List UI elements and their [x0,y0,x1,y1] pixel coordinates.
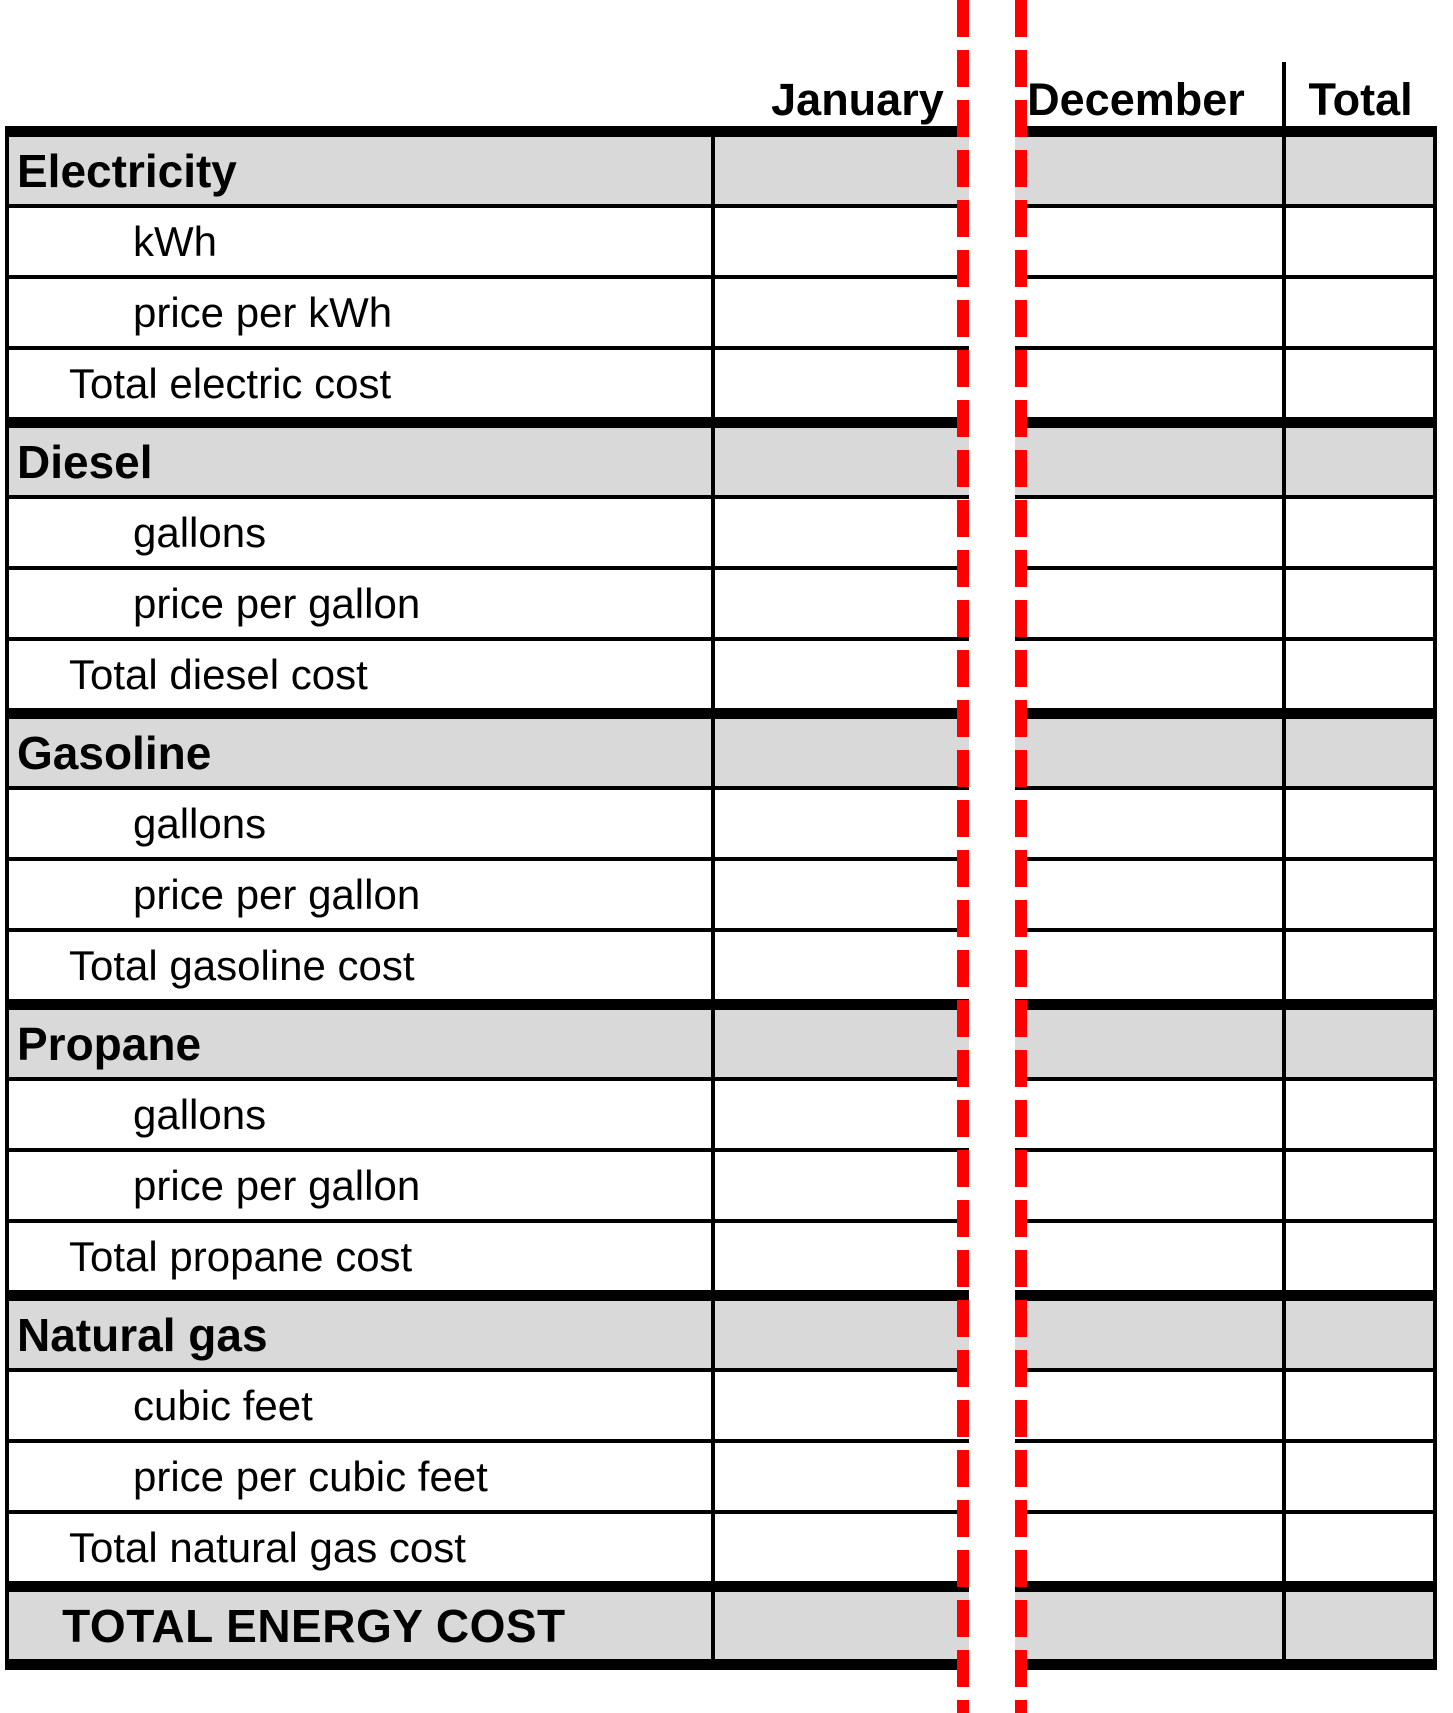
table-row [7,639,1435,714]
row-gasoline-price-per-gallon-december-cell[interactable] [990,859,1284,930]
row-label-natural-gas-total-natural-gas-cost: Total natural gas cost [7,1512,713,1587]
table-row [7,1079,1435,1150]
section-natural-gas-total-cell[interactable] [1284,1296,1435,1371]
section-title-diesel: Diesel [7,423,713,498]
row-propane-total-propane-cost-total-cell[interactable] [1284,1221,1435,1296]
row-diesel-gallons-december-cell[interactable] [990,497,1284,568]
section-header-row-natural-gas [7,1296,1435,1371]
row-electricity-total-electric-cost-total-cell[interactable] [1284,348,1435,423]
row-electricity-price-per-kwh-total-cell[interactable] [1284,277,1435,348]
table-row [7,1150,1435,1221]
row-natural-gas-cubic-feet-total-cell[interactable] [1284,1370,1435,1441]
table-row [7,1370,1435,1441]
section-header-row-propane [7,1005,1435,1080]
row-natural-gas-price-per-cubic-feet-january-cell[interactable] [713,1441,990,1512]
section-header-row-electricity [7,132,1435,207]
section-propane-december-cell[interactable] [990,1005,1284,1080]
section-propane-january-cell[interactable] [713,1005,990,1080]
row-gasoline-gallons-total-cell[interactable] [1284,788,1435,859]
row-gasoline-gallons-december-cell[interactable] [990,788,1284,859]
row-label-electricity-kwh: kWh [7,206,713,277]
row-electricity-kwh-total-cell[interactable] [1284,206,1435,277]
row-diesel-price-per-gallon-december-cell[interactable] [990,568,1284,639]
row-natural-gas-total-natural-gas-cost-total-cell[interactable] [1284,1512,1435,1587]
row-diesel-gallons-january-cell[interactable] [713,497,990,568]
section-title-electricity: Electricity [7,132,713,207]
table-row [7,1221,1435,1296]
header-row [7,62,1435,132]
row-natural-gas-price-per-cubic-feet-december-cell[interactable] [990,1441,1284,1512]
section-diesel-december-cell[interactable] [990,423,1284,498]
row-electricity-kwh-december-cell[interactable] [990,206,1284,277]
section-gasoline-december-cell[interactable] [990,714,1284,789]
section-header-row-gasoline [7,714,1435,789]
energy-cost-table-container [5,62,1437,1670]
section-title-propane: Propane [7,1005,713,1080]
section-diesel-total-cell[interactable] [1284,423,1435,498]
row-label-propane-price-per-gallon: price per gallon [7,1150,713,1221]
row-diesel-total-diesel-cost-total-cell[interactable] [1284,639,1435,714]
section-natural-gas-december-cell[interactable] [990,1296,1284,1371]
row-gasoline-total-gasoline-cost-total-cell[interactable] [1284,930,1435,1005]
section-natural-gas-january-cell[interactable] [713,1296,990,1371]
row-label-electricity-price-per-kwh: price per kWh [7,277,713,348]
row-diesel-gallons-total-cell[interactable] [1284,497,1435,568]
table-header [7,62,1435,132]
row-propane-gallons-december-cell[interactable] [990,1079,1284,1150]
table-row [7,348,1435,423]
column-header-january: January [771,74,944,125]
row-label-diesel-total-diesel-cost: Total diesel cost [7,639,713,714]
row-propane-gallons-january-cell[interactable] [713,1079,990,1150]
table-row [7,788,1435,859]
row-propane-gallons-total-cell[interactable] [1284,1079,1435,1150]
row-propane-price-per-gallon-january-cell[interactable] [713,1150,990,1221]
row-diesel-total-diesel-cost-december-cell[interactable] [990,639,1284,714]
row-natural-gas-cubic-feet-december-cell[interactable] [990,1370,1284,1441]
row-diesel-price-per-gallon-total-cell[interactable] [1284,568,1435,639]
section-title-natural-gas: Natural gas [7,1296,713,1371]
table-row [7,1512,1435,1587]
grand-total-december-cell[interactable] [990,1587,1284,1665]
row-label-gasoline-price-per-gallon: price per gallon [7,859,713,930]
row-electricity-price-per-kwh-january-cell[interactable] [713,277,990,348]
table-row [7,206,1435,277]
row-gasoline-price-per-gallon-january-cell[interactable] [713,859,990,930]
row-electricity-kwh-january-cell[interactable] [713,206,990,277]
section-electricity-january-cell[interactable] [713,132,990,207]
row-label-electricity-total-electric-cost: Total electric cost [7,348,713,423]
row-diesel-price-per-gallon-january-cell[interactable] [713,568,990,639]
row-natural-gas-price-per-cubic-feet-total-cell[interactable] [1284,1441,1435,1512]
row-label-diesel-gallons: gallons [7,497,713,568]
grand-total-row [7,1587,1435,1665]
grand-total-label: TOTAL ENERGY COST [7,1587,713,1665]
row-diesel-total-diesel-cost-january-cell[interactable] [713,639,990,714]
row-gasoline-total-gasoline-cost-december-cell[interactable] [990,930,1284,1005]
section-diesel-january-cell[interactable] [713,423,990,498]
section-electricity-december-cell[interactable] [990,132,1284,207]
row-label-propane-gallons: gallons [7,1079,713,1150]
row-electricity-total-electric-cost-december-cell[interactable] [990,348,1284,423]
row-natural-gas-cubic-feet-january-cell[interactable] [713,1370,990,1441]
row-label-gasoline-total-gasoline-cost: Total gasoline cost [7,930,713,1005]
row-electricity-price-per-kwh-december-cell[interactable] [990,277,1284,348]
row-propane-price-per-gallon-total-cell[interactable] [1284,1150,1435,1221]
row-label-natural-gas-cubic-feet: cubic feet [7,1370,713,1441]
section-propane-total-cell[interactable] [1284,1005,1435,1080]
row-propane-total-propane-cost-january-cell[interactable] [713,1221,990,1296]
row-gasoline-total-gasoline-cost-january-cell[interactable] [713,930,990,1005]
row-natural-gas-total-natural-gas-cost-january-cell[interactable] [713,1512,990,1587]
section-gasoline-january-cell[interactable] [713,714,990,789]
section-gasoline-total-cell[interactable] [1284,714,1435,789]
row-electricity-total-electric-cost-january-cell[interactable] [713,348,990,423]
row-label-propane-total-propane-cost: Total propane cost [7,1221,713,1296]
grand-total-january-cell[interactable] [713,1587,990,1665]
table-row [7,497,1435,568]
row-natural-gas-total-natural-gas-cost-december-cell[interactable] [990,1512,1284,1587]
row-label-diesel-price-per-gallon: price per gallon [7,568,713,639]
section-electricity-total-cell[interactable] [1284,132,1435,207]
row-propane-total-propane-cost-december-cell[interactable] [990,1221,1284,1296]
row-propane-price-per-gallon-december-cell[interactable] [990,1150,1284,1221]
table-row [7,930,1435,1005]
grand-total-total-cell[interactable] [1284,1587,1435,1665]
energy-cost-table [5,62,1437,1670]
column-header-total: Total [1308,74,1413,125]
table-row [7,1441,1435,1512]
row-label-gasoline-gallons: gallons [7,788,713,859]
column-header-label [7,62,713,132]
table-row [7,277,1435,348]
table-row [7,859,1435,930]
section-title-gasoline: Gasoline [7,714,713,789]
row-gasoline-price-per-gallon-total-cell[interactable] [1284,859,1435,930]
row-label-natural-gas-price-per-cubic-feet: price per cubic feet [7,1441,713,1512]
table-row [7,568,1435,639]
section-header-row-diesel [7,423,1435,498]
row-gasoline-gallons-january-cell[interactable] [713,788,990,859]
table-body [7,132,1435,1665]
column-header-december: December [990,62,1284,132]
